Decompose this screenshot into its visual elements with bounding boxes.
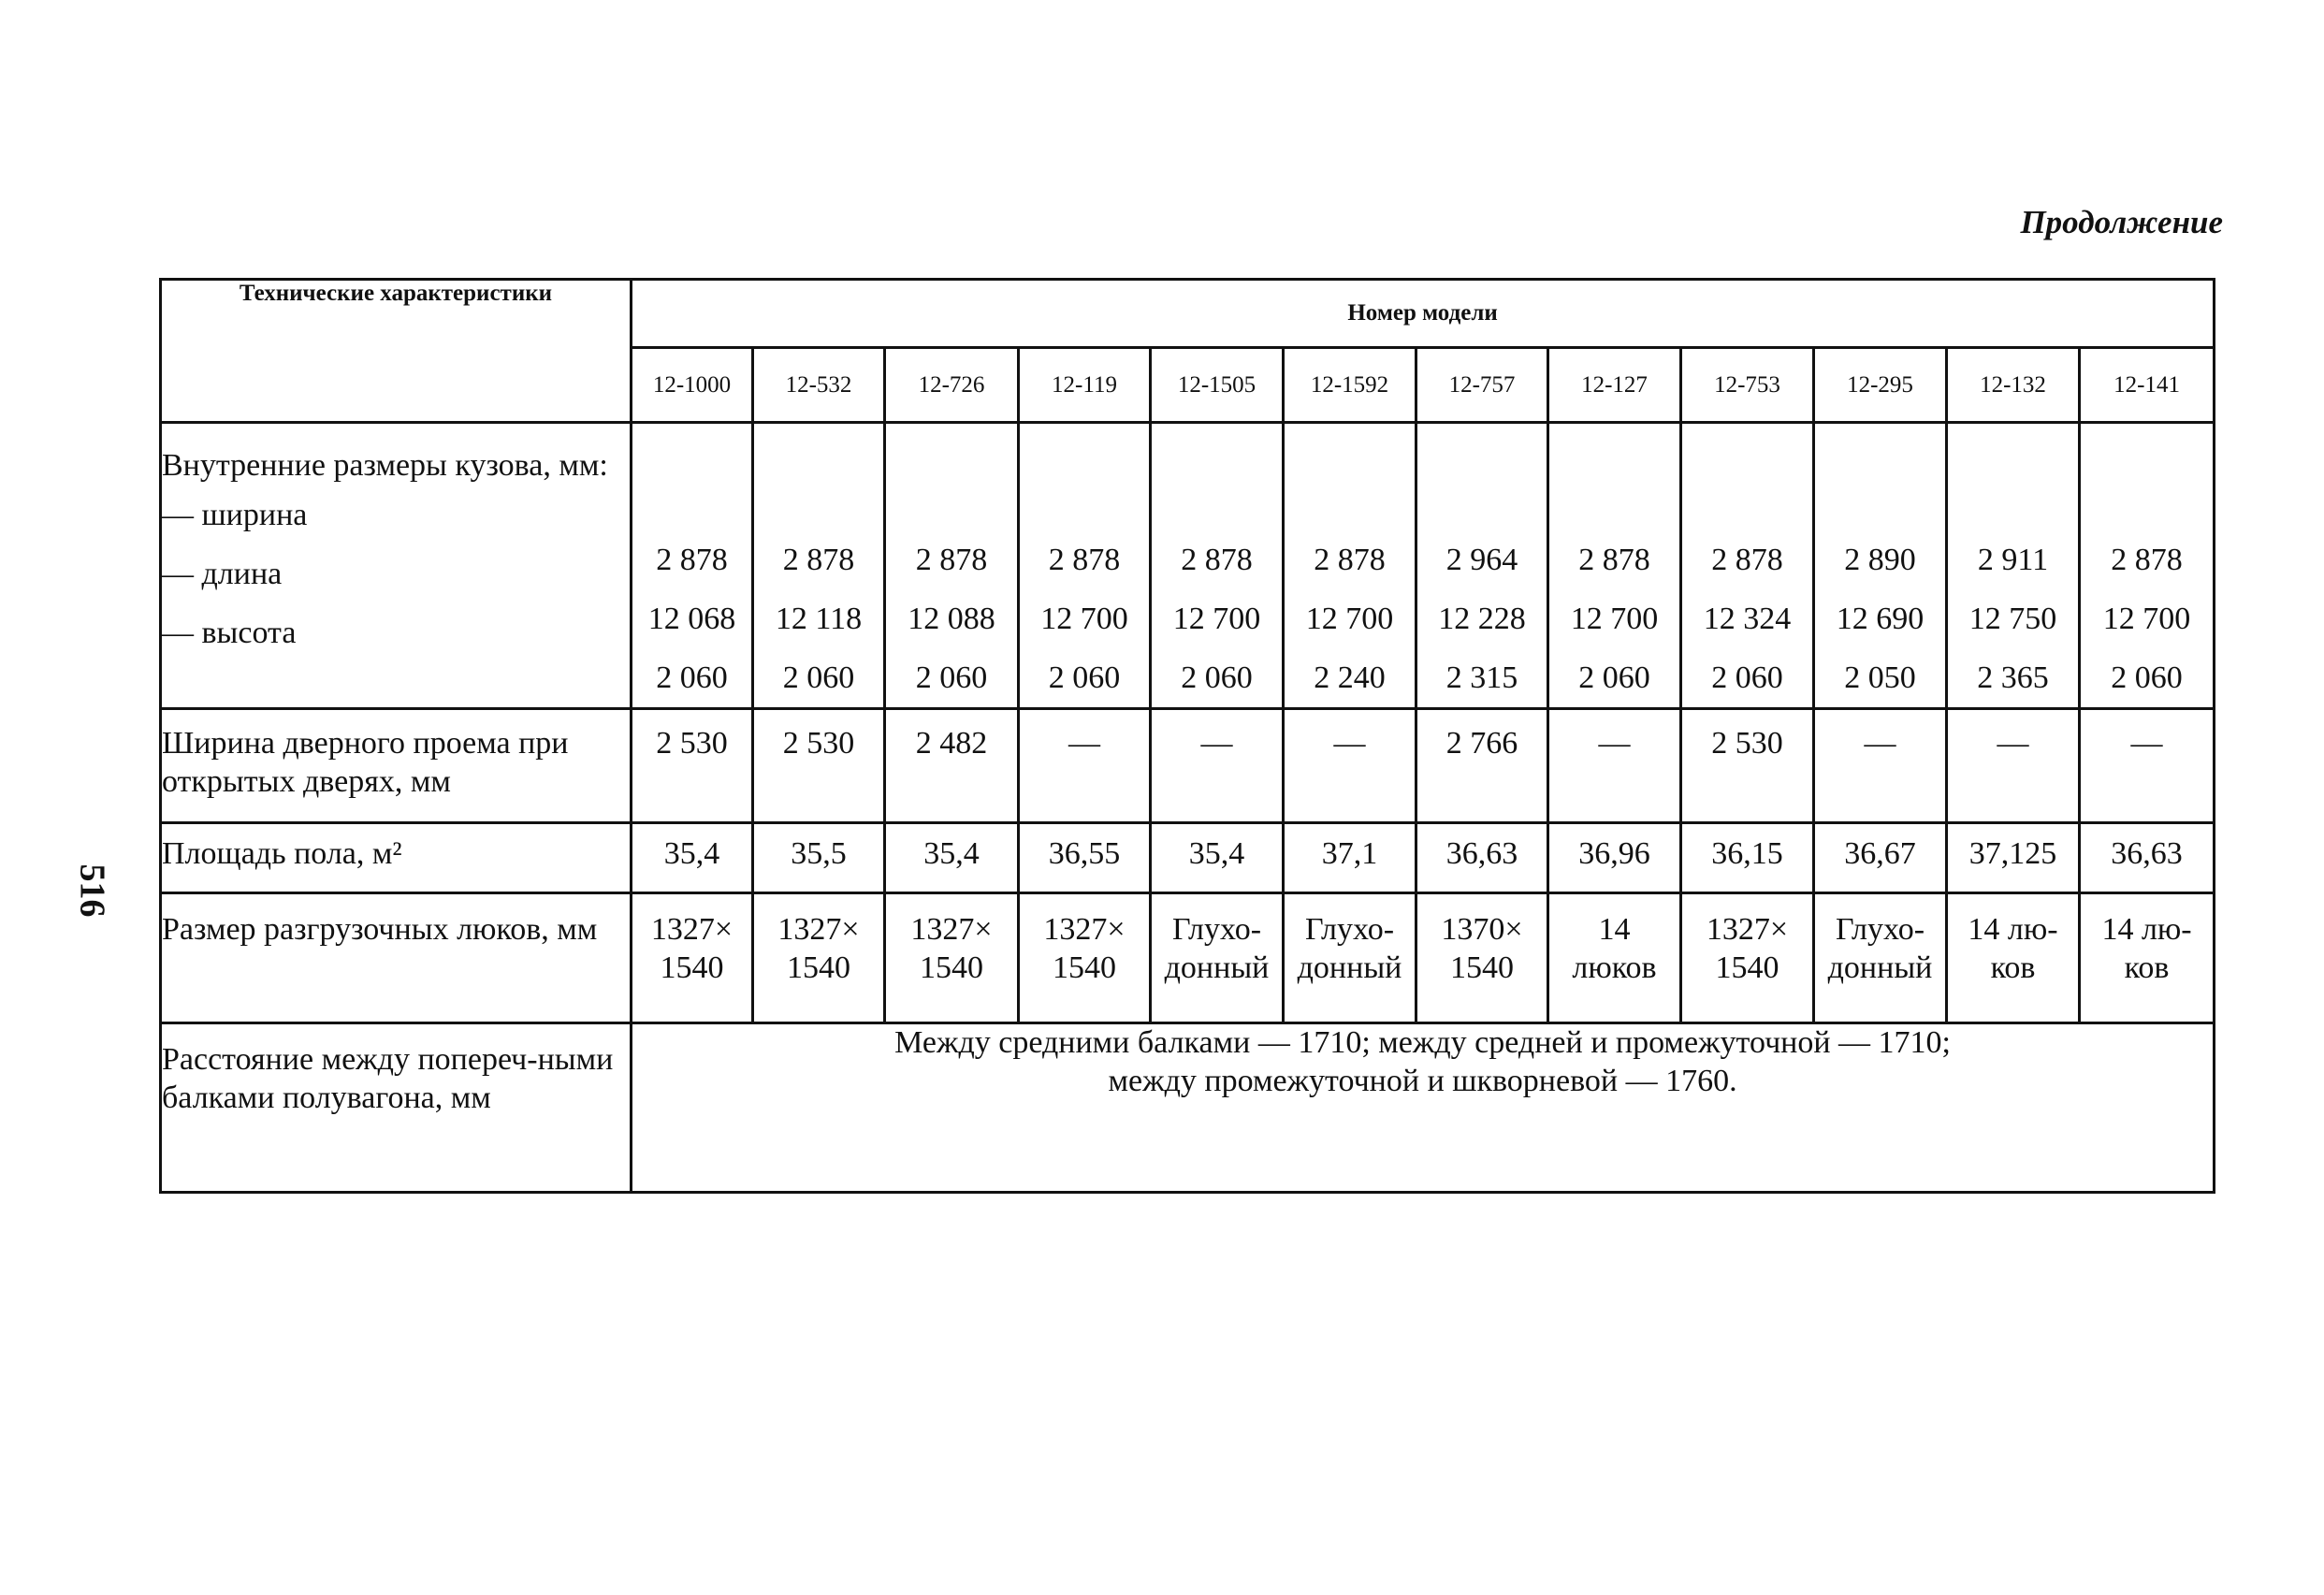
door-width-value: 2 766 <box>1445 726 1518 761</box>
door-width-cell <box>885 709 1019 823</box>
beam-note-line1: Между средними балками — 1710; между средней и промежуточной — 1710; <box>894 1025 1952 1060</box>
hatches-line2: ков <box>1990 950 2036 985</box>
height-value: 2 060 <box>2111 660 2183 695</box>
floor-area-value: 35,5 <box>753 823 885 893</box>
width-value: 2 878 <box>1578 543 1650 577</box>
width-value: 2 878 <box>656 543 728 577</box>
height-sublabel: — высота <box>162 616 297 650</box>
hatches-line1: 1327× <box>777 912 860 947</box>
length-value: 12 700 <box>1172 602 1261 636</box>
height-value: 2 060 <box>1048 660 1121 695</box>
model-header: 12-1592 <box>1284 348 1416 423</box>
door-width-cell <box>1548 709 1681 823</box>
floor-area-value: 36,55 <box>1019 823 1151 893</box>
hatches-cell <box>1284 893 1416 1023</box>
length-value: 12 700 <box>1040 602 1128 636</box>
door-width-cell <box>1814 709 1947 823</box>
beam-note-line2: между промежуточной и шкворневой — 1760. <box>1108 1063 1737 1098</box>
door-width-cell <box>1019 709 1151 823</box>
width-value: 2 878 <box>1048 543 1121 577</box>
dims-cell <box>1416 423 1548 709</box>
length-value: 12 118 <box>775 602 863 636</box>
hatches-line2: 1540 <box>660 950 724 985</box>
door-width-cell <box>1416 709 1548 823</box>
hatches-cell <box>632 893 753 1023</box>
floor-area-value: 36,63 <box>1416 823 1548 893</box>
length-value: 12 088 <box>908 602 995 636</box>
dims-cell <box>1019 423 1151 709</box>
door-width-cell <box>1284 709 1416 823</box>
door-width-value: 2 482 <box>915 726 988 761</box>
model-header: 12-1000 <box>632 348 753 423</box>
corner-header: Технические характеристики <box>161 280 632 423</box>
length-value: 12 068 <box>647 602 736 636</box>
model-header: 12-127 <box>1548 348 1681 423</box>
model-header: 12-132 <box>1947 348 2080 423</box>
door-width-value: — <box>1864 726 1896 761</box>
height-value: 2 240 <box>1314 660 1386 695</box>
door-width-value: 2 530 <box>656 726 728 761</box>
door-width-value: — <box>1598 726 1631 761</box>
hatches-line2: 1540 <box>1053 950 1116 985</box>
length-value: 12 750 <box>1968 602 2057 636</box>
hatches-cell <box>1019 893 1151 1023</box>
hatches-line2: донный <box>1297 950 1402 985</box>
hatches-line1: 14 лю- <box>1968 912 2058 947</box>
model-group-header: Номер модели <box>632 280 2215 348</box>
inner-dims-label: Внутренние размеры кузова, мм: <box>162 448 608 483</box>
width-value: 2 964 <box>1445 543 1518 577</box>
floor-area-value: 37,125 <box>1947 823 2080 893</box>
hatches-line2: люков <box>1572 950 1657 985</box>
model-header: 12-757 <box>1416 348 1548 423</box>
hatches-line2: 1540 <box>1450 950 1514 985</box>
height-value: 2 365 <box>1977 660 2049 695</box>
length-value: 12 700 <box>1305 602 1394 636</box>
hatches-cell <box>1548 893 1681 1023</box>
hatches-line1: 1327× <box>650 912 734 947</box>
length-value: 12 700 <box>1570 602 1659 636</box>
hatches-cell <box>885 893 1019 1023</box>
dims-cell <box>1681 423 1814 709</box>
model-header: 12-753 <box>1681 348 1814 423</box>
hatches-line2: донный <box>1164 950 1270 985</box>
door-width-value: 2 530 <box>782 726 855 761</box>
hatches-line1: Глухо- <box>1171 912 1262 947</box>
model-header: 12-295 <box>1814 348 1947 423</box>
floor-area-value: 35,4 <box>885 823 1019 893</box>
height-value: 2 060 <box>782 660 855 695</box>
length-value: 12 324 <box>1703 602 1792 636</box>
row-label-inner-dimensions <box>161 423 632 709</box>
hatches-cell <box>2080 893 2215 1023</box>
page-number: 516 <box>72 863 112 918</box>
table-row-floor-area <box>161 823 2215 893</box>
continuation-label: Продолжение <box>2020 204 2223 240</box>
door-width-cell <box>1681 709 1814 823</box>
width-value: 2 878 <box>1181 543 1253 577</box>
door-width-cell <box>632 709 753 823</box>
floor-area-value: 36,15 <box>1681 823 1814 893</box>
height-value: 2 315 <box>1445 660 1518 695</box>
hatches-cell <box>1151 893 1284 1023</box>
table-row-hatches <box>161 893 2215 1023</box>
hatches-line2: донный <box>1827 950 1933 985</box>
dims-cell <box>2080 423 2215 709</box>
door-width-value: 2 530 <box>1711 726 1783 761</box>
model-header: 12-141 <box>2080 348 2215 423</box>
door-width-value: — <box>1068 726 1100 761</box>
door-width-value: — <box>2130 726 2163 761</box>
hatches-cell <box>753 893 885 1023</box>
height-value: 2 060 <box>1181 660 1253 695</box>
width-sublabel: — ширина <box>162 498 308 532</box>
hatches-cell <box>1947 893 2080 1023</box>
hatches-line1: Глухо- <box>1304 912 1395 947</box>
model-header: 12-532 <box>753 348 885 423</box>
door-width-value: — <box>1333 726 1366 761</box>
beam-distance-label: Расстояние между попереч-ными балками полувагона, мм <box>161 1023 632 1193</box>
width-value: 2 878 <box>2111 543 2183 577</box>
hatches-cell <box>1416 893 1548 1023</box>
floor-area-value: 35,4 <box>632 823 753 893</box>
width-value: 2 878 <box>1314 543 1386 577</box>
floor-area-value: 36,96 <box>1548 823 1681 893</box>
model-header: 12-1505 <box>1151 348 1284 423</box>
length-value: 12 700 <box>2102 602 2191 636</box>
length-sublabel: — длина <box>162 557 283 591</box>
table-row-door-width <box>161 709 2215 823</box>
hatches-line1: Глухо- <box>1835 912 1925 947</box>
floor-area-value: 36,67 <box>1814 823 1947 893</box>
beam-distance-note <box>632 1023 2215 1193</box>
hatches-cell <box>1681 893 1814 1023</box>
dims-cell <box>1814 423 1947 709</box>
dims-cell <box>632 423 753 709</box>
hatches-cell <box>1814 893 1947 1023</box>
hatches-line2: 1540 <box>1715 950 1779 985</box>
door-width-value: — <box>1200 726 1233 761</box>
dims-cell <box>1548 423 1681 709</box>
door-width-cell <box>1947 709 2080 823</box>
height-value: 2 060 <box>1578 660 1650 695</box>
model-header: 12-726 <box>885 348 1019 423</box>
height-value: 2 060 <box>656 660 728 695</box>
model-header: 12-119 <box>1019 348 1151 423</box>
dims-cell <box>1947 423 2080 709</box>
floor-area-value: 35,4 <box>1151 823 1284 893</box>
floor-area-value: 37,1 <box>1284 823 1416 893</box>
hatches-line2: ков <box>2124 950 2170 985</box>
width-value: 2 890 <box>1844 543 1916 577</box>
hatches-line1: 1327× <box>1706 912 1789 947</box>
height-value: 2 060 <box>915 660 988 695</box>
width-value: 2 878 <box>915 543 988 577</box>
hatches-line1: 14 <box>1598 912 1631 947</box>
length-value: 12 690 <box>1836 602 1925 636</box>
hatches-line1: 1370× <box>1441 912 1523 947</box>
width-value: 2 878 <box>782 543 855 577</box>
dims-cell <box>753 423 885 709</box>
door-width-value: — <box>1997 726 2029 761</box>
floor-area-label: Площадь пола, м² <box>161 823 632 893</box>
height-value: 2 060 <box>1711 660 1783 695</box>
dims-cell <box>885 423 1019 709</box>
door-width-label: Ширина дверного проема при открытых дверях, мм <box>161 709 632 823</box>
hatches-line2: 1540 <box>787 950 850 985</box>
door-width-cell <box>1151 709 1284 823</box>
door-width-cell <box>753 709 885 823</box>
hatches-line1: 1327× <box>910 912 993 947</box>
table-row-beam-distance <box>161 1023 2215 1193</box>
specs-table <box>159 278 2215 1194</box>
dims-cell <box>1151 423 1284 709</box>
length-value: 12 228 <box>1438 602 1526 636</box>
hatches-line2: 1540 <box>920 950 983 985</box>
width-value: 2 878 <box>1711 543 1783 577</box>
dims-cell <box>1284 423 1416 709</box>
height-value: 2 050 <box>1844 660 1916 695</box>
hatches-line1: 1327× <box>1043 912 1126 947</box>
door-width-cell <box>2080 709 2215 823</box>
table-row-inner-dimensions <box>161 423 2215 709</box>
hatches-line1: 14 лю- <box>2101 912 2192 947</box>
floor-area-value: 36,63 <box>2080 823 2215 893</box>
hatches-label: Размер разгрузочных люков, мм <box>161 893 632 1023</box>
width-value: 2 911 <box>1977 543 2049 577</box>
